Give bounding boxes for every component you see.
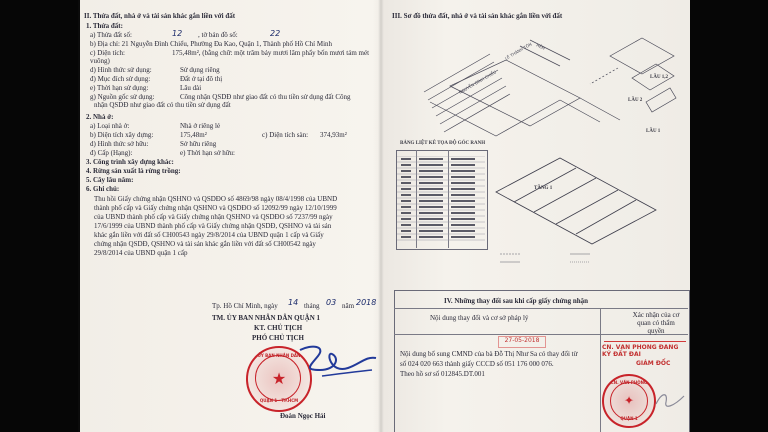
map-number: 22 bbox=[270, 29, 281, 38]
level-label: đ) Cấp (Hạng): bbox=[90, 149, 133, 157]
changes-col-content: Nội dung thay đổi và cơ sở pháp lý bbox=[430, 314, 529, 322]
signer-role-2: PHÓ CHỦ TỊCH bbox=[252, 334, 304, 342]
changes-col-confirmation: Xác nhận của cơ quan có thẩm quyền bbox=[632, 311, 680, 335]
people-committee-seal: ★ ỦY BAN NHÂN DÂN QUẬN 1 · TP.HCM bbox=[246, 346, 312, 412]
signature-icon bbox=[292, 340, 380, 384]
certificate-paper bbox=[80, 0, 690, 432]
address-line: b) Địa chỉ: 21 Nguyễn Đình Chiểu, Phường Đa Kao, Quận 1, Thành phố Hồ Chí Minh bbox=[90, 40, 333, 48]
origin-value-cont: nhận QSDĐ như giao đất có thu tiền sử dụng đất bbox=[94, 101, 231, 109]
section-4-heading: IV. Những thay đổi sau khi cấp giấy chứng nhận bbox=[444, 297, 589, 305]
issue-year: 2018 bbox=[356, 298, 377, 307]
ownership-label: d) Hình thức sở hữu: bbox=[90, 140, 149, 148]
note-line: khác gắn liền với đất số CH00543 ngày 29/8/2014 của UBND quận 1 cấp và Giấy bbox=[94, 231, 324, 239]
section-3-heading: III. Sơ đồ thửa đất, nhà ở và tài sản khác gắn liền với đất bbox=[392, 12, 563, 20]
forest-heading: 4. Rừng sản xuất là rừng trồng: bbox=[86, 167, 181, 175]
month-label: tháng bbox=[304, 302, 320, 310]
origin-label: g) Nguồn gốc sử dụng: bbox=[90, 93, 155, 101]
origin-value: Công nhận QSDĐ như giao đất có thu tiền sử dụng đất Công bbox=[180, 93, 351, 101]
note-line: chứng nhận QSDĐ, QSHNO và tài sản khác gắn liền với đất số CH00542 ngày bbox=[94, 240, 316, 248]
office-role: GIÁM ĐỐC bbox=[636, 360, 671, 367]
map-label: , tờ bản đồ số: bbox=[198, 31, 238, 39]
parcel-number: 12 bbox=[172, 29, 183, 38]
changes-table-divider bbox=[600, 308, 601, 432]
term-value: Lâu dài bbox=[180, 84, 202, 92]
area-value-cont: vuông) bbox=[90, 57, 110, 65]
floor-area-value: 374,93m² bbox=[320, 131, 347, 139]
note-line: 29/8/2014 của UBND quận 1 cấp bbox=[94, 249, 188, 257]
section-2-heading: II. Thửa đất, nhà ở và tài sản khác gắn liền với đất bbox=[84, 12, 236, 20]
note-line: 17/6/1999 của UBND thành phố cấp và Giấy chứng nhận QSDĐ, QSHNO và tài sản bbox=[94, 222, 332, 230]
area-value: 175,48m², (bằng chữ: một trăm bảy mươi lăm phẩy bốn mươi tám mét bbox=[172, 49, 370, 57]
build-area-label: b) Diện tích xây dựng: bbox=[90, 131, 154, 139]
floor-label: LẦU 1,2 bbox=[650, 75, 669, 80]
registration-office: CN. VĂN PHÒNG ĐĂNG KÝ ĐẤT ĐAI bbox=[602, 344, 679, 356]
office-signature-icon bbox=[654, 388, 686, 412]
usage-form-value: Sử dụng riêng bbox=[180, 66, 220, 74]
note-line: Thu hồi Giấy chứng nhận QSHNO và QSDĐO số 4869/98 ngày 08/4/1998 của UBND bbox=[94, 195, 338, 203]
right-black-border bbox=[690, 0, 768, 432]
year-label: năm bbox=[342, 302, 355, 310]
change-entry-line: Theo hồ sơ số 012845.DT.001 bbox=[400, 370, 485, 378]
date-stamp: 27-05-2018 bbox=[498, 336, 546, 348]
floor-area-label: c) Diện tích sàn: bbox=[262, 131, 309, 139]
floor-label: LẦU 1 bbox=[646, 129, 661, 134]
changes-table-rule bbox=[394, 308, 688, 309]
svg-text:NGUYỄN ĐÌNH CHIỂU: NGUYỄN ĐÌNH CHIỂU bbox=[458, 69, 498, 95]
construction-heading: 3. Công trình xây dựng khác: bbox=[86, 158, 174, 166]
section-2-land-info bbox=[80, 0, 690, 432]
issuing-org: TM. ỦY BAN NHÂN DÂN QUẬN 1 bbox=[212, 314, 321, 322]
floor-label: TẦNG 1 bbox=[534, 186, 553, 191]
change-entry-line: số 024 020 663 thành giấy CCCD số 051 176 000 076. bbox=[400, 360, 554, 368]
floor-label: LẦU 2 bbox=[628, 98, 643, 103]
note-line: của UBND thành phố cấp và Giấy chứng nhận QSHNO và QSDĐO số 7237/99 ngày bbox=[94, 213, 333, 221]
term-label: e) Thời hạn sử dụng: bbox=[90, 84, 149, 92]
change-entry-line: Nội dung bổ sung CMND của bà Đỗ Thị Như Sa có thay đổi từ bbox=[400, 350, 578, 358]
note-line: thành phố cấp và Giấy chứng nhận QSHNO và QSDĐO số 12092/99 ngày 12/10/1999 bbox=[94, 204, 337, 212]
stamp-rule bbox=[604, 341, 686, 342]
purpose-label: đ) Mục đích sử dụng: bbox=[90, 75, 151, 83]
registration-office-seal: ✦ CN. VĂN PHÒNG QUẬN 1 bbox=[602, 374, 656, 428]
svg-text:LÊ THÁNH TÔN: LÊ THÁNH TÔN bbox=[504, 41, 533, 61]
usage-form-label: d) Hình thức sử dụng: bbox=[90, 66, 152, 74]
area-label: c) Diện tích: bbox=[90, 49, 125, 57]
signer-role-1: KT. CHỦ TỊCH bbox=[254, 324, 303, 332]
issue-day: 14 bbox=[288, 298, 299, 307]
ground-floor-plan bbox=[490, 150, 660, 268]
svg-text:HẺM: HẺM bbox=[535, 42, 546, 51]
notes-heading: 6. Ghi chú: bbox=[86, 185, 120, 193]
ownership-value: Sở hữu riêng bbox=[180, 140, 217, 148]
house-type-label: a) Loại nhà ở: bbox=[90, 122, 130, 130]
coordinate-table-title: BẢNG LIỆT KÊ TỌA ĐỘ GÓC RANH bbox=[400, 141, 486, 146]
floors-label: e) Thời hạn sở hữu: bbox=[180, 149, 236, 157]
place-date-label: Tp. Hồ Chí Minh, ngày bbox=[212, 302, 278, 310]
build-area-value: 175,48m² bbox=[180, 131, 207, 139]
land-heading: 1. Thửa đất: bbox=[86, 22, 123, 30]
parcel-label: a) Thửa đất số: bbox=[90, 31, 132, 39]
coordinate-table-rows bbox=[397, 156, 485, 248]
left-black-border bbox=[0, 0, 78, 432]
crops-heading: 5. Cây lâu năm: bbox=[86, 176, 134, 184]
house-type-value: Nhà ở riêng lẻ bbox=[180, 122, 221, 130]
house-heading: 2. Nhà ở: bbox=[86, 113, 114, 121]
signer-name: Đoàn Ngọc Hải bbox=[280, 412, 326, 420]
issue-month: 03 bbox=[326, 298, 337, 307]
purpose-value: Đất ở tại đô thị bbox=[180, 75, 223, 83]
